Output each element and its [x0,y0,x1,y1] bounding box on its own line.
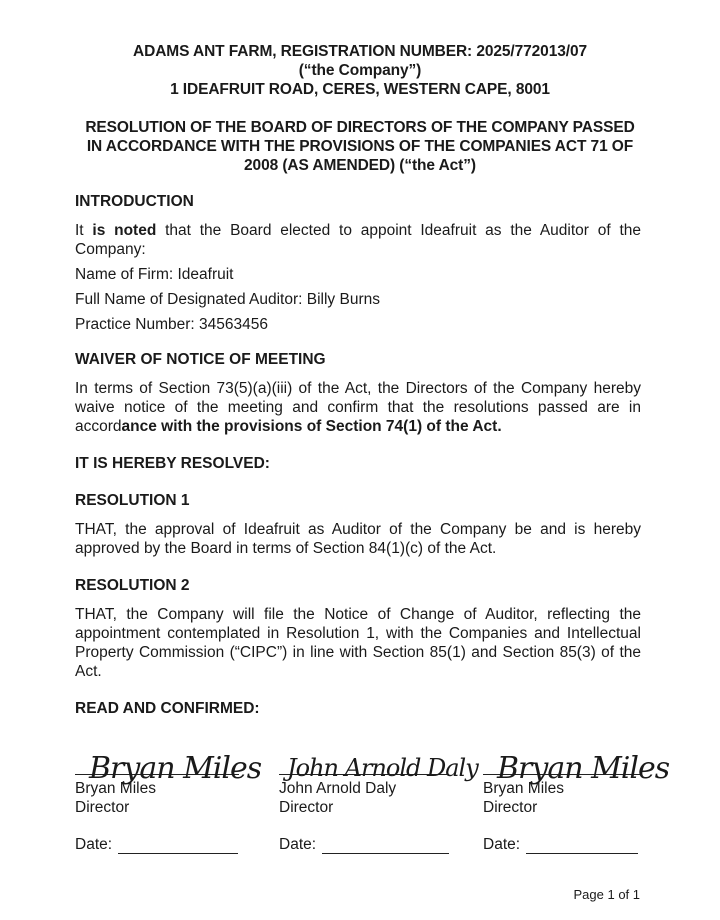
signature-mark: Bryan Miles [89,751,262,786]
company-alias-line: (“the Company”) [298,62,422,79]
date-field [75,835,239,854]
date-label: Date: [279,836,317,853]
resolution-2-heading: RESOLUTION 2 [75,577,190,594]
page-number: Page 1 of 1 [573,887,640,902]
title-line-2: IN ACCORDANCE WITH THE PROVISIONS OF THE COMPANIES ACT 71 OF [86,138,634,155]
date-blank[interactable] [118,839,238,854]
date-blank[interactable] [526,839,638,854]
resolution-title [60,118,660,175]
waiver-heading: WAIVER OF NOTICE OF MEETING [75,351,326,368]
date-field [483,835,641,854]
introduction-heading: INTRODUCTION [75,193,194,210]
intro-text-bold: is noted [92,222,157,239]
signatory-name: Bryan Miles [483,780,564,797]
resolution-1-text: THAT, the approval of Ideafruit as Auditor of the Company be and is hereby approved by the Board in terms of Section 84(1)(c) of the Act. [75,521,641,557]
signatory-name: John Arnold Daly [279,780,397,797]
intro-text-start: It [75,222,93,239]
waiver-paragraph [75,379,641,436]
date-label: Date: [483,836,521,853]
title-line-3: 2008 (AS AMENDED) (“the Act”) [244,157,476,174]
signatory-2 [279,728,478,854]
date-field [279,835,449,854]
practice-number: Practice Number: 34563456 [75,316,269,333]
signatory-role: Director [279,799,334,816]
signatory-role: Director [483,799,538,816]
signatory-name: Bryan Miles [75,780,156,797]
signature-line [75,728,262,786]
date-blank[interactable] [322,839,449,854]
resolution-2-text: THAT, the Company will file the Notice of Change of Auditor, reflecting the appointment contemplated in Resolution 1, with the Companies and Intellectual Property Commission (“CIPC”) in line with Section 85(1) and Section 85(3) of the Act. [75,606,641,680]
signatory-role: Director [75,799,130,816]
intro-text-end: that the Board elected to appoint Ideafruit as the Auditor of the Company: [75,222,641,258]
signature-line [279,728,478,782]
waiver-text: In terms of Section 73(5)(a)(iii) of the Act, the Directors of the Company hereby waive notice of the meeting and confirm that the resolutions passed are in accord [75,380,641,435]
firm-name: Name of Firm: Ideafruit [75,266,234,283]
signatory-3 [483,728,670,854]
title-line-1: RESOLUTION OF THE BOARD OF DIRECTORS OF THE COMPANY PASSED [85,119,635,136]
resolution-1-heading: RESOLUTION 1 [75,492,190,509]
confirmed-heading: READ AND CONFIRMED: [75,700,260,717]
company-address-line: 1 IDEAFRUIT ROAD, CERES, WESTERN CAPE, 8001 [170,81,550,98]
company-name-line: ADAMS ANT FARM, REGISTRATION NUMBER: 2025/772013/07 [133,43,587,60]
designated-auditor: Full Name of Designated Auditor: Billy Burns [75,291,380,308]
date-label: Date: [75,836,113,853]
waiver-text-bold: ance with the provisions of Section 74(1) of the Act. [121,418,502,435]
company-header [40,42,680,99]
signature-block [75,728,670,858]
introduction-paragraph [75,221,641,259]
document-body [75,192,641,728]
signature-mark: John Arnold Daly [287,754,478,782]
signature-line [483,728,670,786]
signatory-1 [75,728,262,854]
signature-mark: Bryan Miles [497,751,670,786]
resolved-heading: IT IS HEREBY RESOLVED: [75,455,270,472]
